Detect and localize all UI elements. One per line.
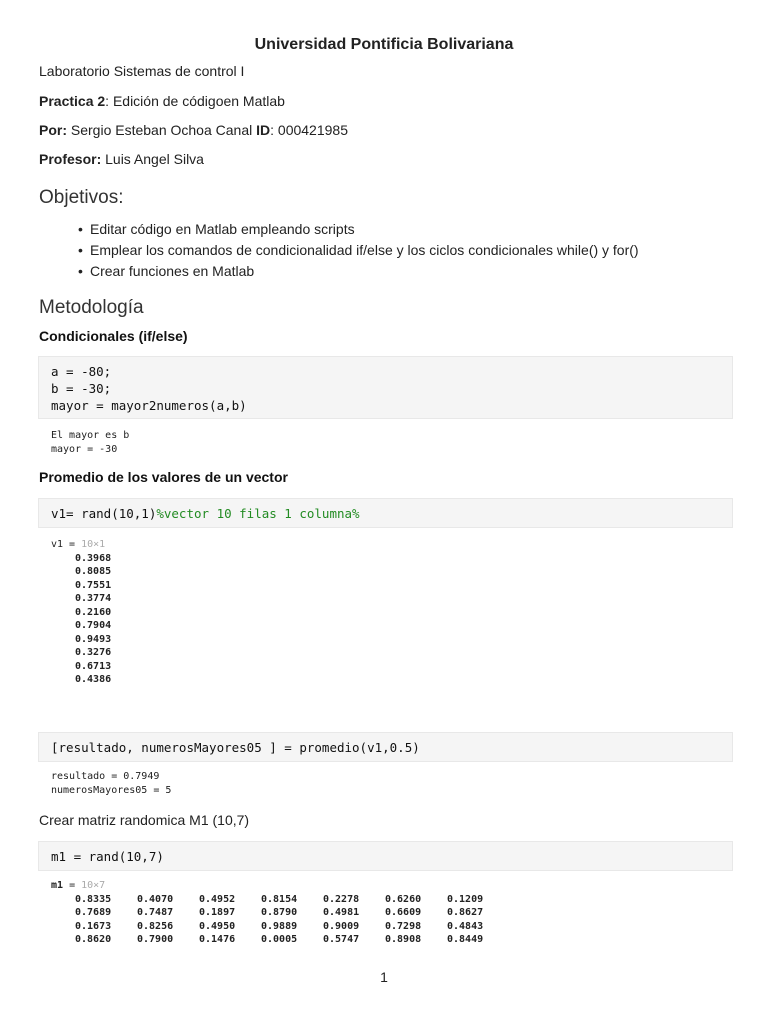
vector-value: 0.7551 — [75, 579, 112, 591]
table-cell: 0.8908 — [385, 934, 422, 945]
page-number: 1 — [380, 969, 388, 985]
id-value: : 000421985 — [270, 122, 348, 138]
table-cell: 0.8620 — [75, 934, 112, 945]
id-label: ID — [256, 122, 271, 138]
vector-value: 0.7904 — [75, 620, 112, 631]
output-dims: 10×1 — [81, 539, 106, 550]
average-heading: Promedio de los valores de un vector — [39, 469, 288, 485]
table-cell: 0.7900 — [137, 934, 174, 945]
table-cell: 0.5747 — [323, 934, 360, 945]
conditionals-heading: Condicionales (if/else) — [39, 328, 188, 344]
objectives-list — [78, 219, 639, 282]
code-comment: %vector 10 filas 1 columna% — [156, 506, 360, 521]
objectives-heading: Objetivos: — [39, 187, 124, 208]
document-title: Universidad Pontificia Bolivariana — [254, 36, 514, 53]
professor-label: Profesor: — [39, 151, 102, 167]
vector-value: 0.3276 — [75, 647, 112, 658]
table-cell: 0.7689 — [75, 907, 112, 918]
table-cell: 0.8449 — [447, 934, 484, 945]
list-item: • Editar código en Matlab empleando scripts — [78, 219, 639, 240]
table-cell: 0.1209 — [447, 893, 484, 905]
output-header — [51, 879, 509, 893]
output-promedio — [51, 770, 171, 797]
author-label: Por: — [39, 122, 67, 138]
list-item: • Emplear los comandos de condicionalidad if/else y los ciclos condicionales while() y for() — [78, 240, 639, 261]
vector-value: 0.8085 — [75, 566, 112, 577]
author-name: Sergio Esteban Ochoa Canal — [67, 122, 257, 138]
code-line: a = -80; — [51, 364, 112, 379]
table-cell: 0.1897 — [199, 907, 236, 918]
code-line: mayor = mayor2numeros(a,b) — [51, 398, 247, 413]
code-line — [39, 505, 732, 522]
author-line — [39, 122, 348, 138]
vector-value: 0.4386 — [75, 674, 112, 685]
output-var: v1 = — [51, 539, 82, 550]
table-cell: 0.2278 — [323, 893, 360, 905]
output-v1 — [51, 538, 111, 687]
vector-value: 0.3774 — [75, 593, 112, 604]
table-cell: 0.7487 — [137, 907, 174, 918]
output-line: El mayor es b — [51, 430, 130, 441]
vector-value: 0.6713 — [75, 660, 112, 672]
vector-value: 0.3968 — [75, 552, 112, 564]
code-block-promedio — [38, 732, 733, 762]
output-line: numerosMayores05 = 5 — [51, 784, 172, 796]
matrix-heading: Crear matriz randomica M1 (10,7) — [39, 812, 250, 828]
table-cell: 0.8790 — [261, 907, 298, 918]
practice-label: Practica 2 — [39, 93, 106, 109]
vector-value: 0.2160 — [75, 606, 112, 618]
table-cell: 0.0005 — [261, 934, 298, 945]
output-conditionals — [51, 429, 129, 456]
practice-text: : Edición de códigoen Matlab — [105, 93, 285, 109]
output-header — [51, 538, 111, 552]
table-row — [75, 906, 509, 920]
professor-line — [39, 151, 204, 167]
list-item: • Crear funciones en Matlab — [78, 261, 639, 282]
table-cell: 0.4950 — [199, 920, 236, 932]
course-line: Laboratorio Sistemas de control I — [39, 63, 245, 79]
output-line: resultado = 0.7949 — [51, 771, 160, 782]
table-row — [75, 893, 509, 907]
table-cell: 0.7298 — [385, 920, 422, 932]
table-cell: 0.4843 — [447, 920, 484, 932]
table-row — [75, 933, 509, 947]
code-line: [resultado, numerosMayores05 ] = promedio(v1,0.5) — [51, 740, 420, 755]
vector-value: 0.9493 — [75, 633, 112, 645]
output-eq: = — [63, 880, 82, 891]
professor-name: Luis Angel Silva — [101, 151, 204, 167]
table-row — [75, 920, 509, 934]
table-cell: 0.9889 — [261, 920, 298, 932]
table-cell: 0.8154 — [261, 893, 298, 905]
code-block-matrix — [38, 841, 733, 871]
table-cell: 0.4952 — [199, 893, 236, 905]
vector-values — [51, 552, 111, 687]
output-line: mayor = -30 — [51, 443, 118, 455]
code-line: b = -30; — [51, 381, 112, 396]
table-cell: 0.8256 — [137, 920, 174, 932]
table-cell: 0.8335 — [75, 893, 112, 905]
practice-line — [39, 93, 285, 109]
code-text: v1= rand(10,1) — [51, 506, 157, 521]
table-cell: 0.9009 — [323, 920, 360, 932]
table-cell: 0.4981 — [323, 907, 360, 918]
table-cell: 0.8627 — [447, 907, 484, 918]
table-cell: 0.1673 — [75, 920, 112, 932]
code-line: m1 = rand(10,7) — [51, 849, 164, 864]
table-cell: 0.6609 — [385, 907, 422, 918]
output-dims: 10×7 — [81, 880, 106, 891]
matrix-table — [75, 893, 509, 947]
table-cell: 0.6260 — [385, 893, 422, 905]
output-m1 — [51, 879, 509, 947]
table-cell: 0.4070 — [137, 893, 174, 905]
methodology-heading: Metodología — [39, 297, 144, 318]
code-block-rand-vector — [38, 498, 733, 528]
code-block-conditionals — [38, 356, 733, 419]
output-var: m1 — [51, 880, 64, 891]
table-cell: 0.1476 — [199, 934, 236, 945]
